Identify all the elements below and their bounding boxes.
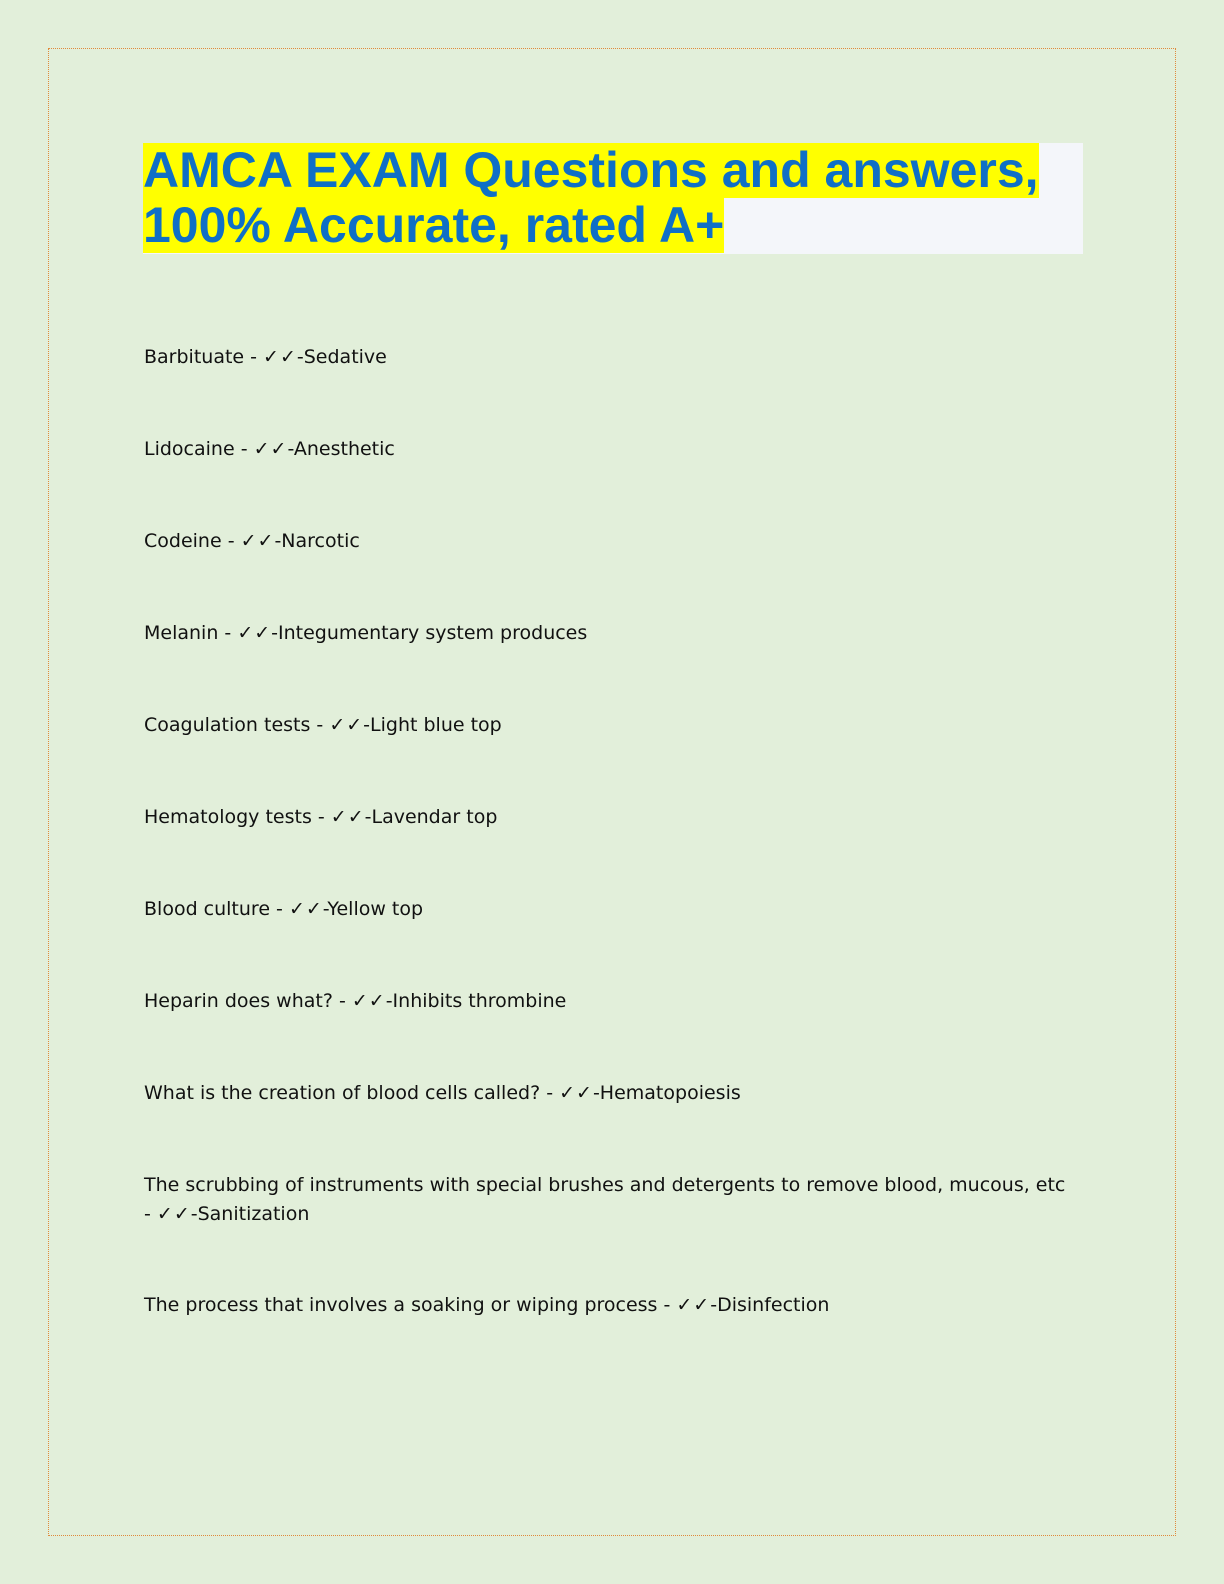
qa-item xyxy=(144,527,360,556)
document-title xyxy=(143,143,1039,253)
question-text: Blood culture - xyxy=(144,898,289,920)
answer-text: -Disinfection xyxy=(710,1294,830,1316)
check-marks-icon: ✓✓ xyxy=(237,622,272,644)
check-marks-icon: ✓✓ xyxy=(559,1082,593,1104)
question-text: Codeine - xyxy=(144,530,241,552)
answer-text: -Sanitization xyxy=(190,1203,310,1225)
check-marks-icon: ✓✓ xyxy=(351,990,386,1012)
answer-text: -Lavendar top xyxy=(364,806,498,828)
qa-item xyxy=(144,1171,1074,1229)
question-text: Hematology tests - xyxy=(144,806,331,828)
answer-text: -Yellow top xyxy=(322,898,424,920)
check-marks-icon: ✓✓ xyxy=(288,898,323,920)
answer-text: -Anesthetic xyxy=(287,438,395,460)
answer-text: -Hematopoiesis xyxy=(592,1082,741,1104)
answer-text: -Inhibits thrombine xyxy=(385,990,567,1012)
question-text: Heparin does what? - xyxy=(144,990,352,1012)
qa-item xyxy=(144,895,423,924)
check-marks-icon: ✓✓ xyxy=(156,1203,191,1225)
qa-item xyxy=(144,435,395,464)
check-marks-icon: ✓✓ xyxy=(253,438,288,460)
check-marks-icon: ✓✓ xyxy=(329,714,364,736)
question-text: Lidocaine - xyxy=(144,438,254,460)
check-marks-icon: ✓✓ xyxy=(330,806,365,828)
question-text: What is the creation of blood cells called? - xyxy=(144,1082,560,1104)
answer-text: -Light blue top xyxy=(363,714,502,736)
qa-item xyxy=(144,987,566,1016)
check-marks-icon: ✓✓ xyxy=(676,1294,711,1316)
answer-text: -Narcotic xyxy=(274,530,360,552)
check-marks-icon: ✓✓ xyxy=(240,530,275,552)
qa-item xyxy=(144,343,387,372)
qa-item xyxy=(144,711,502,740)
question-text: The scrubbing of instruments with special brushes and detergents to remove blood, mucous, etc - xyxy=(144,1174,1066,1225)
question-text: Barbituate - xyxy=(144,346,264,368)
title-line-1: AMCA EXAM Questions and answers, xyxy=(143,142,1039,198)
qa-item xyxy=(144,803,497,832)
answer-text: -Sedative xyxy=(296,346,387,368)
qa-item xyxy=(144,619,587,648)
question-text: The process that involves a soaking or wiping process - xyxy=(144,1294,677,1316)
title-line-2: 100% Accurate, rated A+ xyxy=(143,197,725,253)
check-marks-icon: ✓✓ xyxy=(263,346,297,368)
qa-item xyxy=(144,1291,829,1320)
question-text: Coagulation tests - xyxy=(144,714,330,736)
qa-item xyxy=(144,1079,741,1108)
question-text: Melanin - xyxy=(144,622,238,644)
answer-text: -Integumentary system produces xyxy=(271,622,588,644)
